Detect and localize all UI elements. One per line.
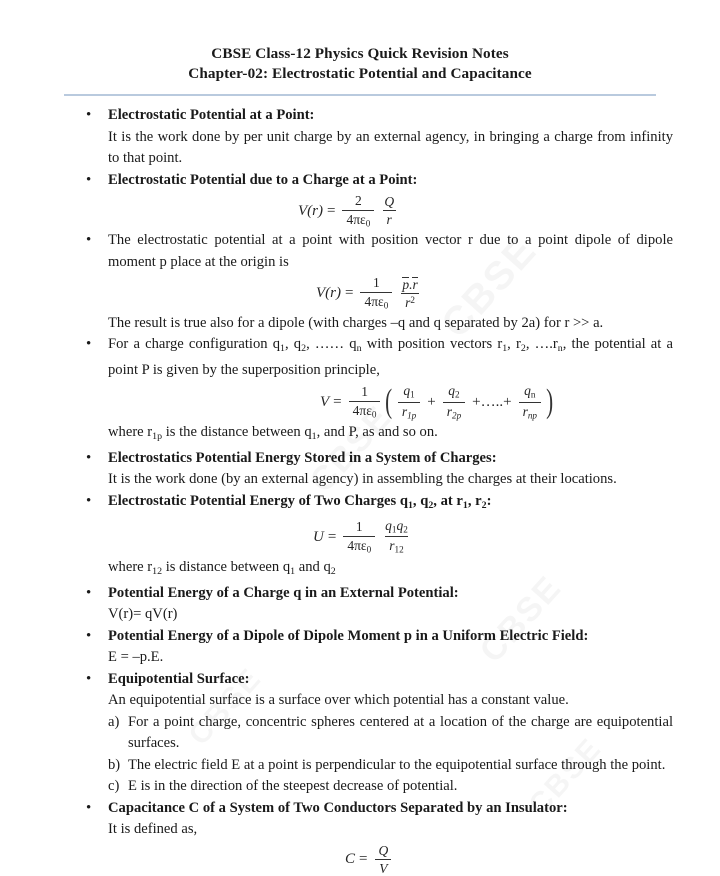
numerator-q1: q <box>385 517 392 533</box>
fraction-coefficient <box>360 276 392 310</box>
equipotential-sub-list <box>0 712 720 798</box>
left-paren: ( <box>385 383 393 421</box>
note-after-text <box>108 557 720 582</box>
bullet-icon: • <box>86 336 92 353</box>
formula-lhs: C <box>345 851 356 868</box>
formula-lhs: V <box>320 393 330 410</box>
subscript: 1 <box>391 524 397 535</box>
notes-bullet-list <box>0 105 720 712</box>
note-heading: Potential Energy of a Charge q in an External Potential: <box>108 584 459 601</box>
denominator-text: r <box>389 538 395 554</box>
numerator-subscript: n <box>530 389 536 400</box>
note-item-capacitance <box>0 798 720 876</box>
denominator-subscript: 2p <box>451 410 462 421</box>
fraction-p-dot-r-over-r2 <box>398 277 421 311</box>
note-heading: Potential Energy of a Dipole of Dipole Moment p in a Uniform Electric Field: <box>108 627 589 644</box>
formula-dipole-potential <box>108 276 720 310</box>
text-part: is the distance between q <box>162 424 312 441</box>
denominator <box>343 536 375 555</box>
denominator <box>519 402 541 421</box>
plus-sign: + <box>427 393 436 410</box>
text-part: where r <box>108 559 153 576</box>
bullet-icon: • <box>86 799 92 816</box>
subscript: 2 <box>301 343 307 355</box>
note-item-stored-energy <box>0 448 720 491</box>
note-body: It is the work done (by an external agency) in assembling the charges at their locations. <box>108 471 617 488</box>
numerator-subscript: 1 <box>410 389 415 400</box>
note-heading: Equipotential Surface: <box>108 670 250 687</box>
text-part: , …… q <box>306 336 357 353</box>
note-heading: Electrostatics Potential Energy Stored in a System of Charges: <box>108 449 497 466</box>
numerator <box>520 384 539 401</box>
note-body: V(r)= qV(r) <box>108 606 178 623</box>
formula-equals: = <box>359 851 368 868</box>
bullet-icon: • <box>86 584 92 601</box>
text-part: , at r <box>433 492 463 509</box>
denominator <box>401 293 419 310</box>
text-part: , q <box>284 336 302 353</box>
document-title-line-2: Chapter-02: Electrostatic Potential and Capacitance <box>188 65 532 82</box>
subscript: 1 <box>290 566 296 578</box>
formula-lhs: V(r) <box>316 285 341 302</box>
formula-equals: = <box>333 393 342 410</box>
numerator-text: q <box>403 383 411 399</box>
list-marker: b) <box>108 756 121 773</box>
list-item <box>0 755 720 777</box>
denominator-text: r <box>401 403 408 419</box>
list-item <box>0 712 720 755</box>
bullet-icon: • <box>86 670 92 687</box>
note-item-potential-due-to-charge <box>0 170 720 229</box>
right-paren: ) <box>546 383 554 421</box>
note-body: The electrostatic potential at a point with position vector r due to a point dipole of dipole moment p place at the origin is <box>108 232 673 270</box>
numerator: 1 <box>373 275 380 291</box>
text-part: where r <box>108 424 153 441</box>
fraction-term-1 <box>398 384 420 420</box>
subscript: 1 <box>407 499 413 511</box>
denominator-subscript: 0 <box>371 409 377 420</box>
numerator-subscript: 2 <box>455 389 460 400</box>
bullet-icon: • <box>86 449 92 466</box>
denominator <box>360 292 392 311</box>
formula-potential-point-charge <box>108 194 720 228</box>
note-item-superposition <box>0 334 720 447</box>
numerator-text: q <box>524 383 531 399</box>
formula-lhs: V(r) <box>298 202 323 219</box>
subscript: 1p <box>152 431 163 443</box>
formula-two-charge-energy <box>108 519 720 555</box>
notes-bullet-list-continued <box>0 798 720 876</box>
denominator: V <box>375 859 391 876</box>
text-part: and q <box>295 559 331 576</box>
text-part: : <box>486 492 492 509</box>
denominator-text: r <box>522 403 528 419</box>
denominator-subscript: 0 <box>365 218 371 229</box>
subscript: 2 <box>428 499 434 511</box>
note-after-text: The result is true also for a dipole (with charges –q and q separated by 2a) for r >> a. <box>108 314 604 331</box>
note-item-external-potential <box>0 583 720 626</box>
denominator: r <box>383 210 396 227</box>
text-part: , r <box>507 336 521 353</box>
list-marker: a) <box>108 713 120 730</box>
denominator <box>342 210 374 229</box>
formula-equals: = <box>327 202 336 219</box>
numerator: Q <box>378 842 389 858</box>
note-body: E = –p.E. <box>108 649 164 666</box>
fraction-charge-over-r <box>380 195 398 228</box>
bullet-icon: • <box>86 232 92 249</box>
note-body: An equipotential surface is a surface over which potential has a constant value. <box>108 692 569 709</box>
subscript: n <box>557 343 563 355</box>
subscript: 2 <box>481 499 487 511</box>
numerator: Q <box>384 193 395 209</box>
subscript: 2 <box>403 524 408 535</box>
list-item-text: The electric field E at a point is perpendicular to the equipotential surface through the point. <box>128 756 666 773</box>
subscript: 1 <box>502 343 508 355</box>
denominator-subscript: 1p <box>407 410 417 421</box>
denominator-text: 4πε <box>364 294 384 309</box>
note-heading: Capacitance C of a System of Two Conductors Separated by an Insulator: <box>108 799 568 816</box>
fraction-term-2 <box>443 384 465 420</box>
vector-p: p <box>402 276 410 292</box>
note-heading: Electrostatic Potential at a Point: <box>108 107 315 123</box>
note-body <box>108 334 720 381</box>
vector-r: r <box>412 276 418 292</box>
denominator-exponent: 2 <box>410 295 415 306</box>
fraction-coefficient <box>342 194 374 228</box>
document-header <box>0 0 720 84</box>
bullet-icon: • <box>86 171 92 188</box>
fraction-term-n <box>519 384 541 420</box>
denominator-text: 4πε <box>346 211 366 227</box>
note-item-dipole-potential <box>0 230 720 334</box>
numerator: 1 <box>355 518 363 534</box>
subscript: n <box>356 343 362 355</box>
bullet-icon: • <box>86 627 92 644</box>
subscript: 1 <box>462 499 468 511</box>
list-marker: c) <box>108 778 120 795</box>
denominator-subscript: 0 <box>366 544 372 555</box>
denominator <box>349 401 381 420</box>
note-item-two-charge-energy <box>0 491 720 583</box>
document-title-line-1: CBSE Class-12 Physics Quick Revision Notes <box>211 45 509 62</box>
list-item-text: E is in the direction of the steepest decrease of potential. <box>128 778 458 795</box>
note-item-dipole-in-field <box>0 626 720 669</box>
denominator-subscript: np <box>527 410 538 421</box>
numerator <box>398 277 421 294</box>
subscript: 2 <box>520 343 526 355</box>
subscript: 1 <box>280 343 285 355</box>
formula-superposition-potential <box>108 384 720 420</box>
denominator <box>443 402 465 421</box>
fraction-coefficient <box>343 520 375 554</box>
plus-ellipsis: +…..+ <box>472 393 512 410</box>
text-part: , q <box>412 492 429 509</box>
text-part: , the potential at a point P is given by the superposition principle, <box>108 336 673 378</box>
denominator-text: r <box>446 403 452 419</box>
fraction-coefficient <box>349 385 381 419</box>
bullet-icon: • <box>86 492 92 509</box>
denominator-subscript: 12 <box>394 545 404 556</box>
denominator-text: 4πε <box>347 537 367 553</box>
notes-content <box>0 96 720 876</box>
fraction-q-over-v <box>374 844 392 876</box>
subscript: 2 <box>330 566 336 578</box>
numerator: 2 <box>355 193 362 208</box>
text-part: with position vectors r <box>361 336 503 353</box>
numerator-text: q <box>448 383 456 399</box>
note-body: It is the work done by per unit charge by an external agency, in bringing a charge from infinity to that point. <box>108 128 673 166</box>
denominator-subscript: 0 <box>383 300 389 311</box>
numerator <box>444 384 463 401</box>
list-item <box>0 776 720 798</box>
denominator <box>398 402 420 421</box>
text-part: Electrostatic Potential Energy of Two Charges q <box>108 492 408 509</box>
text-part: is distance between q <box>162 559 291 576</box>
denominator-text: r <box>405 295 411 311</box>
subscript: 1 <box>311 431 317 443</box>
list-item-text: For a point charge, concentric spheres centered at a location of the charge are equipotential surfaces. <box>128 713 673 752</box>
fraction-q1q2-over-r12 <box>381 519 412 555</box>
subscript: 12 <box>152 566 163 578</box>
note-heading: Electrostatic Potential due to a Charge at a Point: <box>108 171 418 188</box>
text-part: , ….r <box>525 336 558 353</box>
formula-equals: = <box>345 285 354 302</box>
note-item-potential-at-point <box>0 105 720 170</box>
dot-product: . <box>409 276 413 292</box>
formula-lhs: U <box>313 528 324 545</box>
formula-equals: = <box>327 528 337 545</box>
text-part: , and P, as and so on. <box>316 424 438 441</box>
numerator <box>381 519 412 536</box>
note-heading <box>108 491 720 516</box>
bullet-icon: • <box>86 107 92 123</box>
note-body: It is defined as, <box>108 821 198 838</box>
text-part: For a charge configuration q <box>108 336 281 353</box>
note-item-equipotential-surface <box>0 669 720 712</box>
numerator: 1 <box>361 384 368 400</box>
denominator-text: 4πε <box>352 402 372 418</box>
formula-capacitance <box>108 844 720 876</box>
text-part: , r <box>467 492 482 509</box>
note-after-text <box>108 422 720 447</box>
denominator <box>385 536 407 555</box>
numerator-q2: q <box>396 517 404 533</box>
numerator <box>399 384 418 401</box>
